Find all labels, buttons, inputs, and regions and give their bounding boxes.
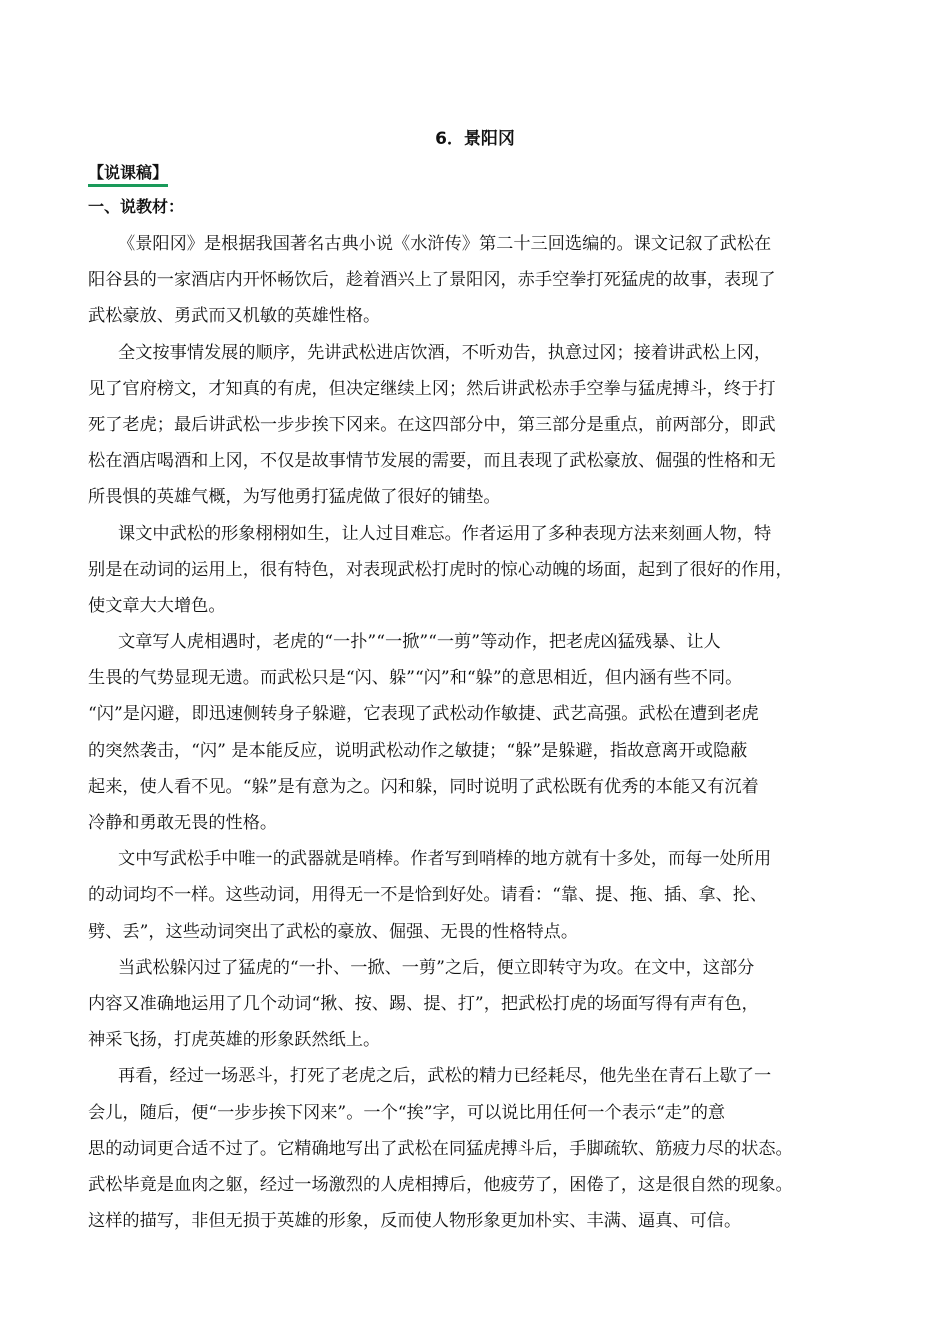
text-line: 这样的描写，非但无损于英雄的形象，反而使人物形象更加朴实、丰满、逼真、可信。 <box>88 1211 742 1232</box>
text-line: 的动词均不一样。这些动词，用得无一不是恰到好处。请看：“靠、提、拖、插、拿、抡、 <box>88 885 768 906</box>
text-line: 武松豪放、勇武而又机敏的英雄性格。 <box>88 306 381 327</box>
body-text <box>88 226 866 1239</box>
text-line: 松在酒店喝酒和上冈，不仅是故事情节发展的需要，而且表现了武松豪放、倔强的性格和无 <box>88 451 776 472</box>
text-line: 死了老虎；最后讲武松一步步挨下冈来。在这四部分中，第三部分是重点，前两部分，即武 <box>88 414 776 435</box>
text-line: 《景阳冈》是根据我国著名古典小说《水浒传》第二十三回选编的。课文记叙了武松在 <box>118 234 772 254</box>
text-line: 思的动词更合适不过了。它精确地写出了武松在同猛虎搏斗后，手脚疏软、筋疲力尽的状态。 <box>88 1138 793 1159</box>
text-line: 见了官府榜文，才知真的有虎，但决定继续上冈；然后讲武松赤手空拳与猛虎搏斗，终于打 <box>88 378 776 399</box>
text-line: 起来，使人看不见。“躲”是有意为之。闪和躲，同时说明了武松既有优秀的本能又有沉着 <box>88 776 759 797</box>
text-line: 所畏惧的英雄气概，为写他勇打猛虎做了很好的铺垫。 <box>88 487 501 508</box>
text-line: 生畏的气势显现无遗。而武松只是“闪、躲”“闪”和“躲”的意思相近，但内涵有些不同。 <box>88 668 743 689</box>
text-line: 文中写武松手中唯一的武器就是哨棒。作者写到哨棒的地方就有十多处，而每一处所用 <box>118 849 772 870</box>
text-line: 全文按事情发展的顺序，先讲武松进店饮酒，不听劝告，执意过冈；接着讲武松上冈， <box>118 342 772 363</box>
section-tag-wrap <box>88 160 168 187</box>
text-line: 的突然袭击，“闪” 是本能反应，说明武松动作之敏捷；“躲”是躲避，指故意离开或隐蔽 <box>88 740 748 761</box>
text-line: 武松毕竟是血肉之躯，经过一场激烈的人虎相搏后，他疲劳了，困倦了，这是很自然的现象。 <box>88 1174 793 1195</box>
text-line: 当武松躲闪过了猛虎的“一扑、一掀、一剪”之后，便立即转守为攻。在文中，这部分 <box>118 957 755 978</box>
text-line: 神采飞扬，打虎英雄的形象跃然纸上。 <box>88 1030 381 1051</box>
text-line: 再看，经过一场恶斗，打死了老虎之后，武松的精力已经耗尽，他先坐在青石上歇了一 <box>118 1066 772 1087</box>
text-line: 使文章大大增色。 <box>88 595 226 616</box>
text-line: 会儿，随后，便“一步步挨下冈来”。一个“挨”字，可以说比用任何一个表示“走”的意 <box>88 1102 726 1123</box>
text-line: 劈、丢”，这些动词突出了武松的豪放、倔强、无畏的性格特点。 <box>88 921 579 942</box>
text-line: 内容又准确地运用了几个动词“揪、按、踢、提、打”，把武松打虎的场面写得有声有色， <box>88 993 759 1014</box>
page-title: 6．景阳冈 <box>435 129 515 149</box>
text-line: 别是在动词的运用上，很有特色，对表现武松打虎时的惊心动魄的场面，起到了很好的作用， <box>88 559 793 580</box>
text-line: “闪”是闪避，即迅速侧转身子躲避，它表现了武松动作敏捷、武艺高强。武松在遭到老虎 <box>88 704 759 725</box>
text-line: 文章写人虎相遇时，老虎的“一扑”“一掀”“一剪”等动作，把老虎凶猛残暴、让人 <box>118 632 721 653</box>
text-line: 冷静和勇敢无畏的性格。 <box>88 813 278 833</box>
section-heading: 一、说教材： <box>88 197 185 216</box>
section-tag: 【说课稿】 <box>88 160 168 187</box>
text-line: 阳谷县的一家酒店内开怀畅饮后，趁着酒兴上了景阳冈，赤手空拳打死猛虎的故事，表现了 <box>88 270 776 291</box>
text-line: 课文中武松的形象栩栩如生，让人过目难忘。作者运用了多种表现方法来刻画人物，特 <box>118 523 772 544</box>
